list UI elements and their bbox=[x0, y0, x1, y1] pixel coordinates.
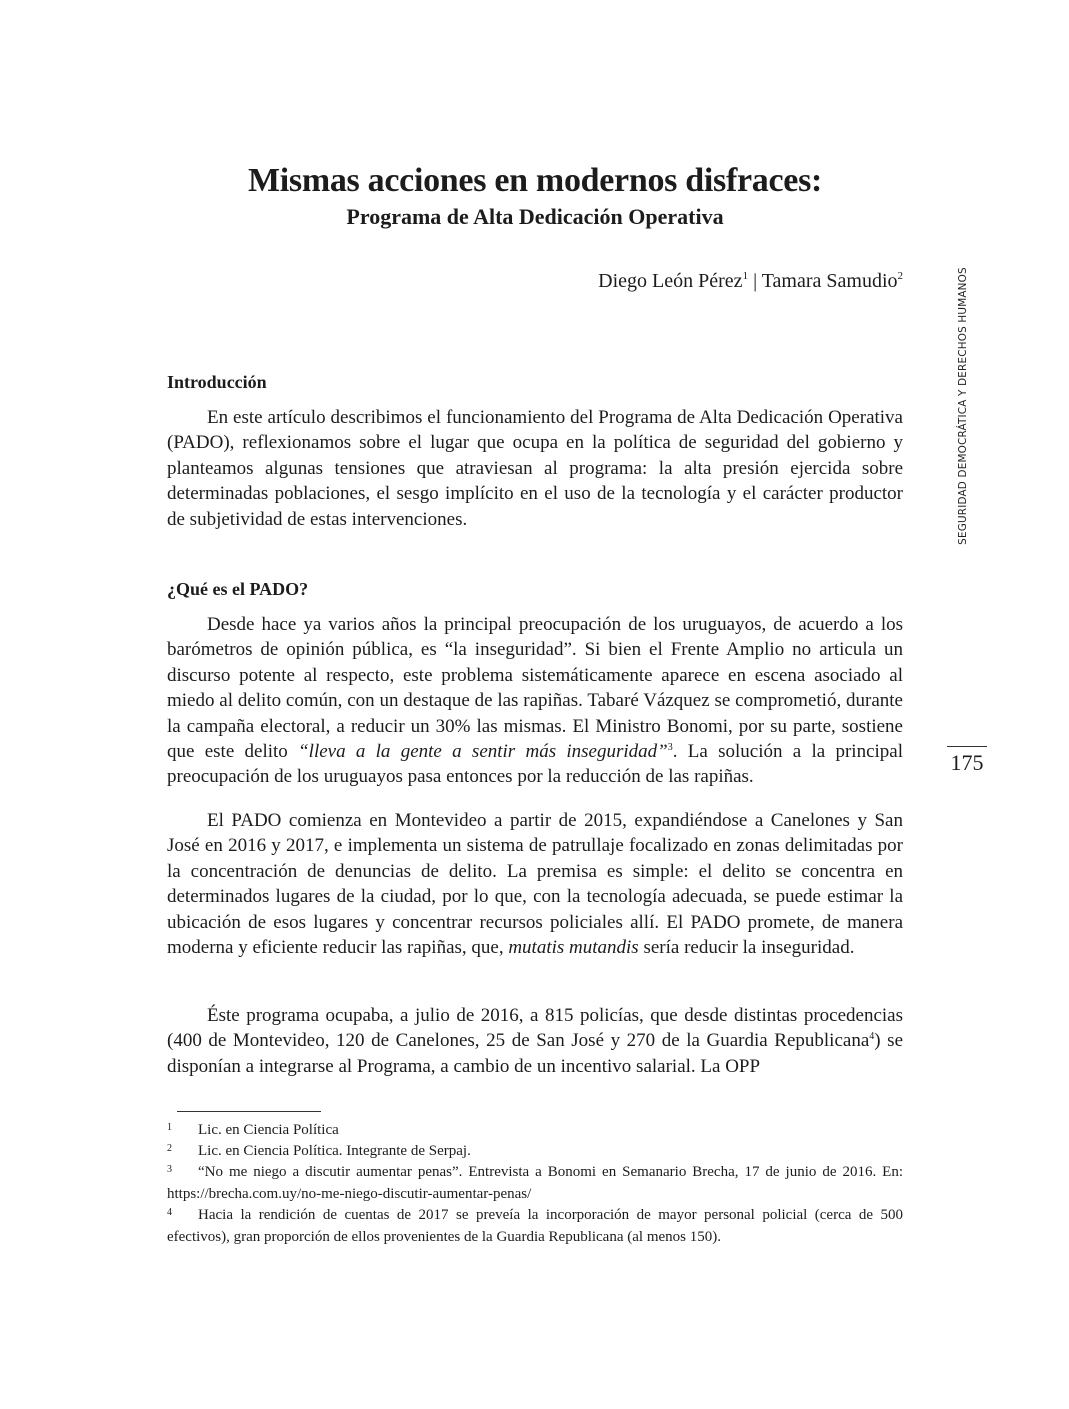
section-heading-intro: Introducción bbox=[167, 372, 267, 392]
paragraph-pado-1 bbox=[167, 612, 903, 790]
footnote-text: Lic. en Ciencia Política. Integrante de Serpaj. bbox=[198, 1143, 471, 1159]
footnote: 3 “No me niego a discutir aumentar penas”. Entrevista a Bonomi en Semanario Brecha, 17 de junio de 2016. En: https://brecha.com.uy/no-me-niego-discutir-aumentar-penas/ bbox=[167, 1164, 903, 1202]
quote-text: “lleva a la gente a sentir más inseguridad” bbox=[298, 741, 668, 763]
footnote-rule bbox=[177, 1111, 321, 1112]
footnote-text: Lic. en Ciencia Política bbox=[198, 1122, 339, 1138]
author-name: Diego León Pérez bbox=[598, 270, 743, 292]
running-header-vertical bbox=[951, 246, 975, 566]
page-subtitle: Programa de Alta Dedicación Operativa bbox=[346, 204, 724, 229]
page-number: 175 bbox=[950, 750, 984, 775]
paragraph-text: Desde hace ya varios años la principal preocupación de los uruguayos, de acuerdo a los barómetros de opinión pública, es “la inseguridad”. Si bien el Frente Amplio no articula un discurso potente al respecto, este problema sistemáticamente aparece en escena asociado al miedo al delito común, con un destaque de las rapiñas. Tabaré Vázquez se comprometió, durante la campaña electoral, a reducir un 30% las mismas. El Ministro Bonomi, por su parte, sostiene que este delito bbox=[167, 614, 903, 763]
footnote: 1 Lic. en Ciencia Política bbox=[167, 1122, 339, 1138]
page-title: Mismas acciones en modernos disfraces: bbox=[247, 162, 823, 199]
paragraph-intro: En este artículo describimos el funcionamiento del Programa de Alta Dedicación Operativa (PADO), reflexionamos sobre el lugar que ocupa en la política de seguridad del gobierno y planteamos algunas tensiones que atraviesan al programa: la alta presión ejercida sobre determinadas poblaciones, el sesgo implícito en el uso de la tecnología y el carácter productor de subjetividad de estas intervenciones. bbox=[167, 407, 903, 530]
footnote-ref[interactable]: 3 bbox=[667, 742, 673, 754]
paragraph-pado-3 bbox=[167, 1003, 903, 1079]
footnote: 4 Hacia la rendición de cuentas de 2017 se preveía la incorporación de mayor personal policial (cerca de 500 efectivos), gran proporción de ellos provenientes de la Guardia Republicana (al menos 150). bbox=[167, 1207, 903, 1245]
authors-line bbox=[167, 266, 903, 296]
italic-phrase: mutatis mutandis bbox=[508, 937, 639, 959]
footnote-ref[interactable]: 1 bbox=[742, 270, 749, 282]
paragraph-text: El PADO comienza en Montevideo a partir de 2015, expandiéndose a Canelones y San José en 2016 y 2017, e implementa un sistema de patrullaje focalizado en zonas delimitadas por la concentración de denuncias de delito. La premisa es simple: el delito se concentra en determinados lugares de la ciudad, por lo que, con la tecnología adecuada, se puede estimar la ubicación de esos lugares y concentrar recursos policiales allí. El PADO promete, de manera moderna y eficiente reducir las rapiñas, que, bbox=[167, 810, 903, 959]
paragraph-text: sería reducir la inseguridad. bbox=[638, 937, 855, 959]
section-heading-pado: ¿Qué es el PADO? bbox=[167, 579, 309, 599]
running-header-text: SEGURIDAD DEMOCRÁTICA Y DERECHOS HUMANOS bbox=[957, 267, 969, 545]
paragraph-text: . La solución a la principal preocupación de los uruguayos pasa entonces por la reducción de las rapiñas. bbox=[167, 741, 903, 788]
footnote-ref[interactable]: 4 bbox=[869, 1031, 875, 1043]
footnote-ref[interactable]: 2 bbox=[897, 270, 903, 282]
paragraph-pado-2 bbox=[167, 808, 903, 960]
author-name: Tamara Samudio bbox=[761, 270, 898, 292]
paragraph-text: Éste programa ocupaba, a julio de 2016, a 815 policías, que desde distintas procedencias (400 de Montevideo, 120 de Canelones, 25 de San José y 270 de la Guardia Republicana bbox=[167, 1005, 903, 1052]
footnote-text: “No me niego a discutir aumentar penas”. Entrevista a Bonomi en Semanario Brecha, 17 de junio de 2016. En: https://brecha.com.uy/no-me-niego-discutir-aumentar-penas/ bbox=[167, 1164, 903, 1202]
footnote-text: Hacia la rendición de cuentas de 2017 se preveía la incorporación de mayor personal policial (cerca de 500 efectivos), gran proporción de ellos provenientes de la Guardia Republicana (al menos 150). bbox=[167, 1207, 903, 1245]
author-separator: | bbox=[748, 270, 762, 292]
paragraph-text: ) se disponían a integrarse al Programa, a cambio de un incentivo salarial. La OPP bbox=[167, 1030, 903, 1077]
page-number-rule bbox=[947, 746, 987, 747]
footnote: 2 Lic. en Ciencia Política. Integrante de Serpaj. bbox=[167, 1143, 471, 1159]
